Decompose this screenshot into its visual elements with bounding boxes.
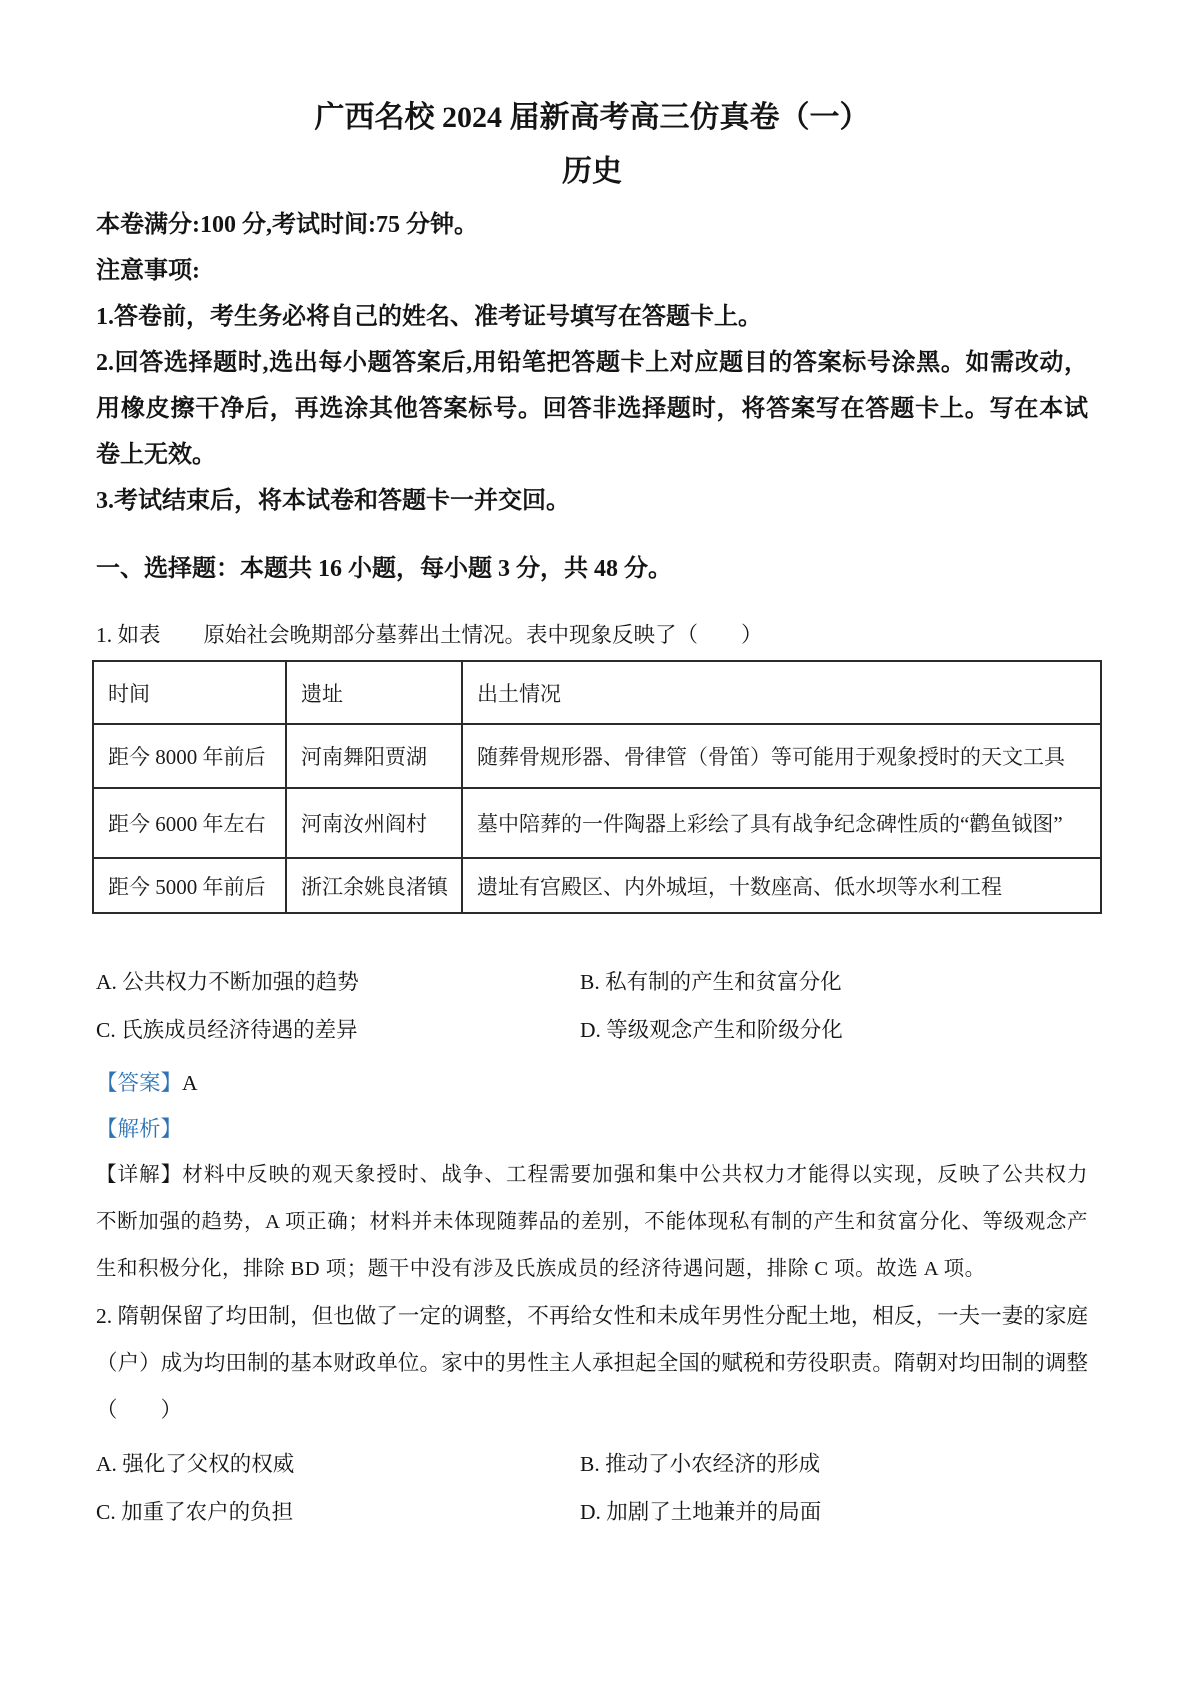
question-2-option-a: A. 强化了父权的权威 [96,1452,295,1476]
paper-subject: 历史 [562,155,622,188]
paper-title: 广西名校 2024 届新高考高三仿真卷（一） [314,101,870,134]
table-row [93,788,1101,858]
table-cell-time: 距今 5000 年前后 [93,858,286,913]
question-2-stem-line-2: （户）成为均田制的基本财政单位。家中的男性主人承担起全国的赋税和劳役职责。隋朝对均田制的调整 [96,1351,1088,1375]
answer-value: A [182,1071,198,1095]
question-2-option-d: D. 加剧了土地兼并的局面 [580,1500,822,1524]
question-1-option-a: A. 公共权力不断加强的趋势 [96,970,359,994]
question-1-detail [96,1152,1088,1293]
question-2-option-b: B. 推动了小农经济的形成 [580,1452,821,1476]
notice-item-3: 3.考试结束后，将本试卷和答题卡一并交回。 [96,488,570,514]
question-2-stem [96,1293,1088,1434]
question-1-answer-line [96,1060,1088,1106]
table-row [93,724,1101,788]
table-cell-findings: 墓中陪葬的一件陶器上彩绘了具有战争纪念碑性质的“鹳鱼钺图” [462,788,1101,858]
notice-heading: 注意事项: [96,258,200,284]
question-2-stem-line-3: （ ） [96,1398,183,1422]
detail-line-3: 生和积极分化，排除 BD 项；题干中没有涉及氏族成员的经济待遇问题，排除 C 项。故选 A 项。 [96,1258,986,1280]
question-2-stem-line-1: 2. 隋朝保留了均田制，但也做了一定的调整，不再给女性和未成年男性分配土地，相反，一夫一妻的家庭 [96,1304,1088,1328]
notice-item-2-line-3: 卷上无效。 [96,442,216,468]
exam-info: 本卷满分:100 分,考试时间:75 分钟。 [96,212,478,238]
table-header-time: 时间 [93,661,286,724]
notice-item-1: 1.答卷前，考生务必将自己的姓名、准考证号填写在答题卡上。 [96,304,762,330]
question-1-option-b: B. 私有制的产生和贫富分化 [580,970,842,994]
table-cell-site: 河南舞阳贾湖 [286,724,462,788]
notice-item-2-line-2: 用橡皮擦干净后，再选涂其他答案标号。回答非选择题时，将答案写在答题卡上。写在本试 [96,396,1088,422]
detail-line-2: 不断加强的趋势，A 项正确；材料并未体现随葬品的差别，不能体现私有制的产生和贫富分化、等级观念产 [96,1211,1088,1233]
section-1-heading: 一、选择题：本题共 16 小题，每小题 3 分，共 48 分。 [96,556,672,582]
question-1-option-d: D. 等级观念产生和阶级分化 [580,1018,843,1042]
question-1-analysis-line [96,1106,1088,1152]
table-cell-findings: 随葬骨规形器、骨律管（骨笛）等可能用于观象授时的天文工具 [462,724,1101,788]
notice-item-2-line-1: 2.回答选择题时,选出每小题答案后,用铅笔把答题卡上对应题目的答案标号涂黑。如需改动， [96,350,1088,376]
table-row [93,858,1101,913]
question-1-table [92,660,1102,914]
table-cell-findings: 遗址有宫殿区、内外城垣，十数座高、低水坝等水利工程 [462,858,1101,913]
table-cell-site: 浙江余姚良渚镇 [286,858,462,913]
answer-label: 【答案】 [96,1071,183,1095]
question-2-option-c: C. 加重了农户的负担 [96,1500,294,1524]
table-cell-time: 距今 8000 年前后 [93,724,286,788]
question-2-options [96,1440,1088,1536]
question-1-options [96,958,1088,1054]
detail-line-1: 【详解】材料中反映的观天象授时、战争、工程需要加强和集中公共权力才能得以实现，反映了公共权力 [96,1164,1088,1186]
exam-header-block [96,202,1088,524]
analysis-label: 【解析】 [96,1117,183,1141]
table-header-site: 遗址 [286,661,462,724]
question-1-option-c: C. 氏族成员经济待遇的差异 [96,1018,358,1042]
table-cell-time: 距今 6000 年左右 [93,788,286,858]
question-1-stem: 1. 如表 原始社会晚期部分墓葬出土情况。表中现象反映了（ ） [96,623,763,647]
table-cell-site: 河南汝州阎村 [286,788,462,858]
table-header-findings: 出土情况 [462,661,1101,724]
table-header-row [93,661,1101,724]
